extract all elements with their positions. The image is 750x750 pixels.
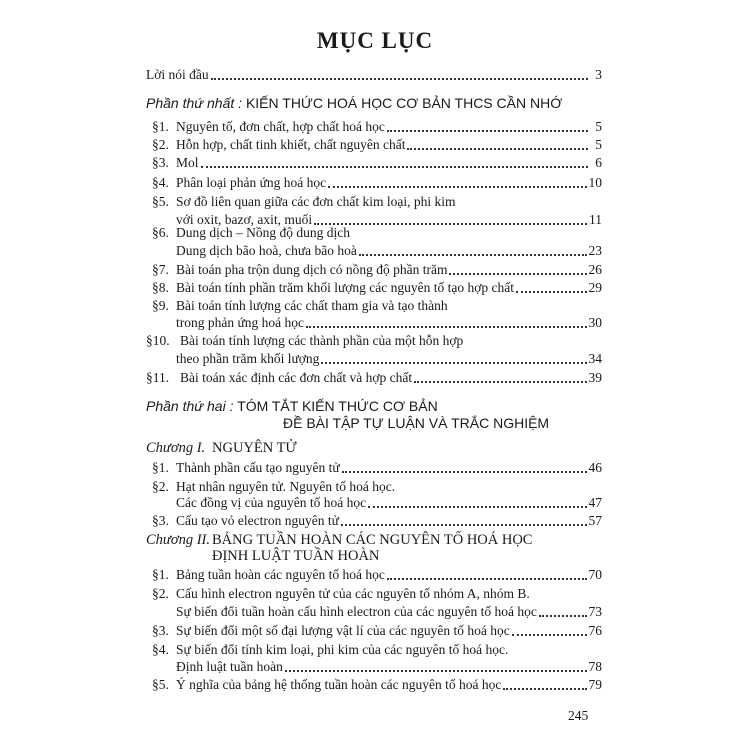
entry-text: với oxit, bazơ, axit, muối [176,212,313,227]
part-label: Phần thứ hai : [146,398,234,414]
dot-leader [359,254,587,256]
dot-leader [407,148,588,150]
dot-leader [285,670,587,672]
entry-text: trong phản ứng hoá học [176,315,305,330]
toc-entry [146,494,602,512]
entry-page: 39 [588,370,602,385]
entry-page: 5 [595,137,602,152]
toc-entry [146,242,602,260]
entry-text: Lời nói đầu [146,67,209,82]
entry-text: Bài toán tính phần trăm khối lượng các nguyên tố tạo hợp chất [176,280,515,295]
toc-entry [146,332,602,350]
part-title-line: TÓM TẮT KIẾN THỨC CƠ BẢN [237,398,438,414]
chapter-heading-1 [146,439,297,457]
toc-entry [146,118,602,136]
entry-page: 73 [588,604,602,619]
entry-text: Bài toán pha trộn dung dịch có nồng độ phần trăm [176,262,448,277]
toc-entry [146,154,602,172]
entry-number: §7. [152,262,169,277]
entry-page: 70 [588,567,602,582]
entry-number: §4. [152,175,169,190]
dot-leader [306,326,586,328]
dot-leader [211,78,588,80]
entry-number: §9. [152,298,169,313]
entry-text: Phân loại phản ứng hoá học [176,175,327,190]
toc-entry [146,350,602,368]
entry-page: 78 [588,659,602,674]
entry-text: Hạt nhân nguyên tử. Nguyên tố hoá học. [176,479,396,494]
entry-text: Thành phần cấu tạo nguyên tử [176,460,340,475]
part-label: Phần thứ nhất : [146,95,243,111]
entry-page: 26 [588,262,602,277]
entry-number: §1. [152,119,169,134]
entry-page: 30 [588,315,602,330]
entry-text: Bài toán xác định các đơn chất và hợp chất [180,370,413,385]
entry-page: 29 [588,280,602,295]
part-heading-2 [146,397,438,415]
entry-text: Định luật tuần hoàn [176,659,283,674]
entry-page: 46 [588,460,602,475]
entry-page: 34 [588,351,602,366]
entry-page: 76 [588,623,602,638]
dot-leader [414,381,586,383]
entry-page: 47 [588,495,602,510]
dot-leader [387,578,587,580]
toc-entry [146,369,602,387]
entry-text: theo phần trăm khối lượng [176,351,320,366]
dot-leader [512,634,587,636]
entry-number: §3. [152,155,169,170]
chapter-title: NGUYÊN TỬ [212,440,297,456]
toc-entry [146,603,602,621]
dot-leader [328,186,586,188]
entry-number: §6. [152,225,169,240]
dot-leader [539,615,587,617]
toc-entry [146,641,602,659]
toc-entry [146,297,602,315]
dot-leader [387,130,588,132]
toc-entry [146,585,602,603]
entry-page: 23 [588,243,602,258]
entry-text: Cấu hình electron nguyên tử của các nguyên tố nhóm A, nhóm B. [176,586,530,601]
entry-page: 6 [595,155,602,170]
dot-leader [321,362,586,364]
entry-page: 10 [588,175,602,190]
part-heading-1 [146,94,562,112]
entry-number: §1. [152,567,169,582]
part-title-line: ĐỀ BÀI TẬP TỰ LUẬN VÀ TRẮC NGHIỆM [283,415,550,431]
chapter-title: BẢNG TUẦN HOÀN CÁC NGUYÊN TỐ HOÁ HỌC [212,532,533,548]
part-title: KIẾN THỨC HOÁ HỌC CƠ BẢN THCS CẦN NHỚ [245,95,563,111]
entry-number: §4. [152,642,169,657]
toc-entry [146,512,602,530]
chapter-title: ĐỊNH LUẬT TUẦN HOÀN [212,548,380,564]
entry-page: 5 [595,119,602,134]
toc-entry [146,193,602,211]
toc-entry [146,136,602,154]
entry-text: Bài toán tính lượng các chất tham gia và tạo thành [176,298,448,313]
dot-leader [341,524,587,526]
entry-number: §3. [152,623,169,638]
entry-text: Dung dịch bão hoà, chưa bão hoà [176,243,357,258]
chapter-label: Chương I. [146,440,206,456]
toc-entry [146,566,602,584]
entry-number: §2. [152,479,169,494]
entry-text: Ý nghĩa của bảng hệ thống tuần hoàn các nguyên tố hoá học [176,677,502,692]
entry-text: Bảng tuần hoàn các nguyên tố hoá học [176,567,385,582]
toc-entry [146,224,602,242]
entry-page: 79 [588,677,602,692]
dot-leader [342,471,587,473]
entry-text: Bài toán tính lượng các thành phần của một hỗn hợp [180,333,464,348]
dot-leader [449,273,586,275]
entry-text: Sự biến đổi tính kim loại, phi kim của các nguyên tố hoá học. [176,642,509,657]
chapter-heading-2-line2 [212,547,379,565]
toc-entry [146,314,602,332]
entry-text: Sơ đồ liên quan giữa các đơn chất kim loại, phi kim [176,194,456,209]
entry-number: §1. [152,460,169,475]
dot-leader [368,506,586,508]
entry-text: Nguyên tố, đơn chất, hợp chất hoá học [176,119,385,134]
entry-number: §2. [152,586,169,601]
entry-text: Sự biến đổi một số đại lượng vật lí của các nguyên tố hoá học [176,623,510,638]
entry-number: §5. [152,677,169,692]
toc-entry [146,279,602,297]
dot-leader [503,688,586,690]
entry-text: Dung dịch – Nồng độ dung dịch [176,225,350,240]
toc-entry-intro [146,66,602,84]
toc-entry [146,174,602,192]
dot-leader [516,291,586,293]
entry-number: §2. [152,137,169,152]
dot-leader [201,166,588,168]
toc-entry [146,658,602,676]
entry-text: Cấu tạo vỏ electron nguyên tử [176,513,339,528]
page-title: MỤC LỤC [316,28,434,53]
entry-page: 3 [595,67,602,82]
entry-text: Các đồng vị của nguyên tố hoá học [176,495,367,510]
entry-number: §3. [152,513,169,528]
toc-entry [146,261,602,279]
entry-page: 57 [588,513,602,528]
entry-text: Mol [176,155,199,170]
toc-entry [146,622,602,640]
entry-text: Sự biến đổi tuần hoàn cấu hình electron của các nguyên tố hoá học [176,604,537,619]
entry-number: §10. [146,333,170,348]
toc-entry [146,459,602,477]
entry-number: §11. [146,370,170,385]
part-heading-2-line2 [283,414,549,432]
page-number: 245 [568,708,589,723]
entry-page: 11 [589,212,602,227]
chapter-label: Chương II. [146,532,210,548]
entry-text: Hỗn hợp, chất tinh khiết, chất nguyên chất [176,137,406,152]
toc-entry [146,676,602,694]
entry-number: §5. [152,194,169,209]
entry-number: §8. [152,280,169,295]
